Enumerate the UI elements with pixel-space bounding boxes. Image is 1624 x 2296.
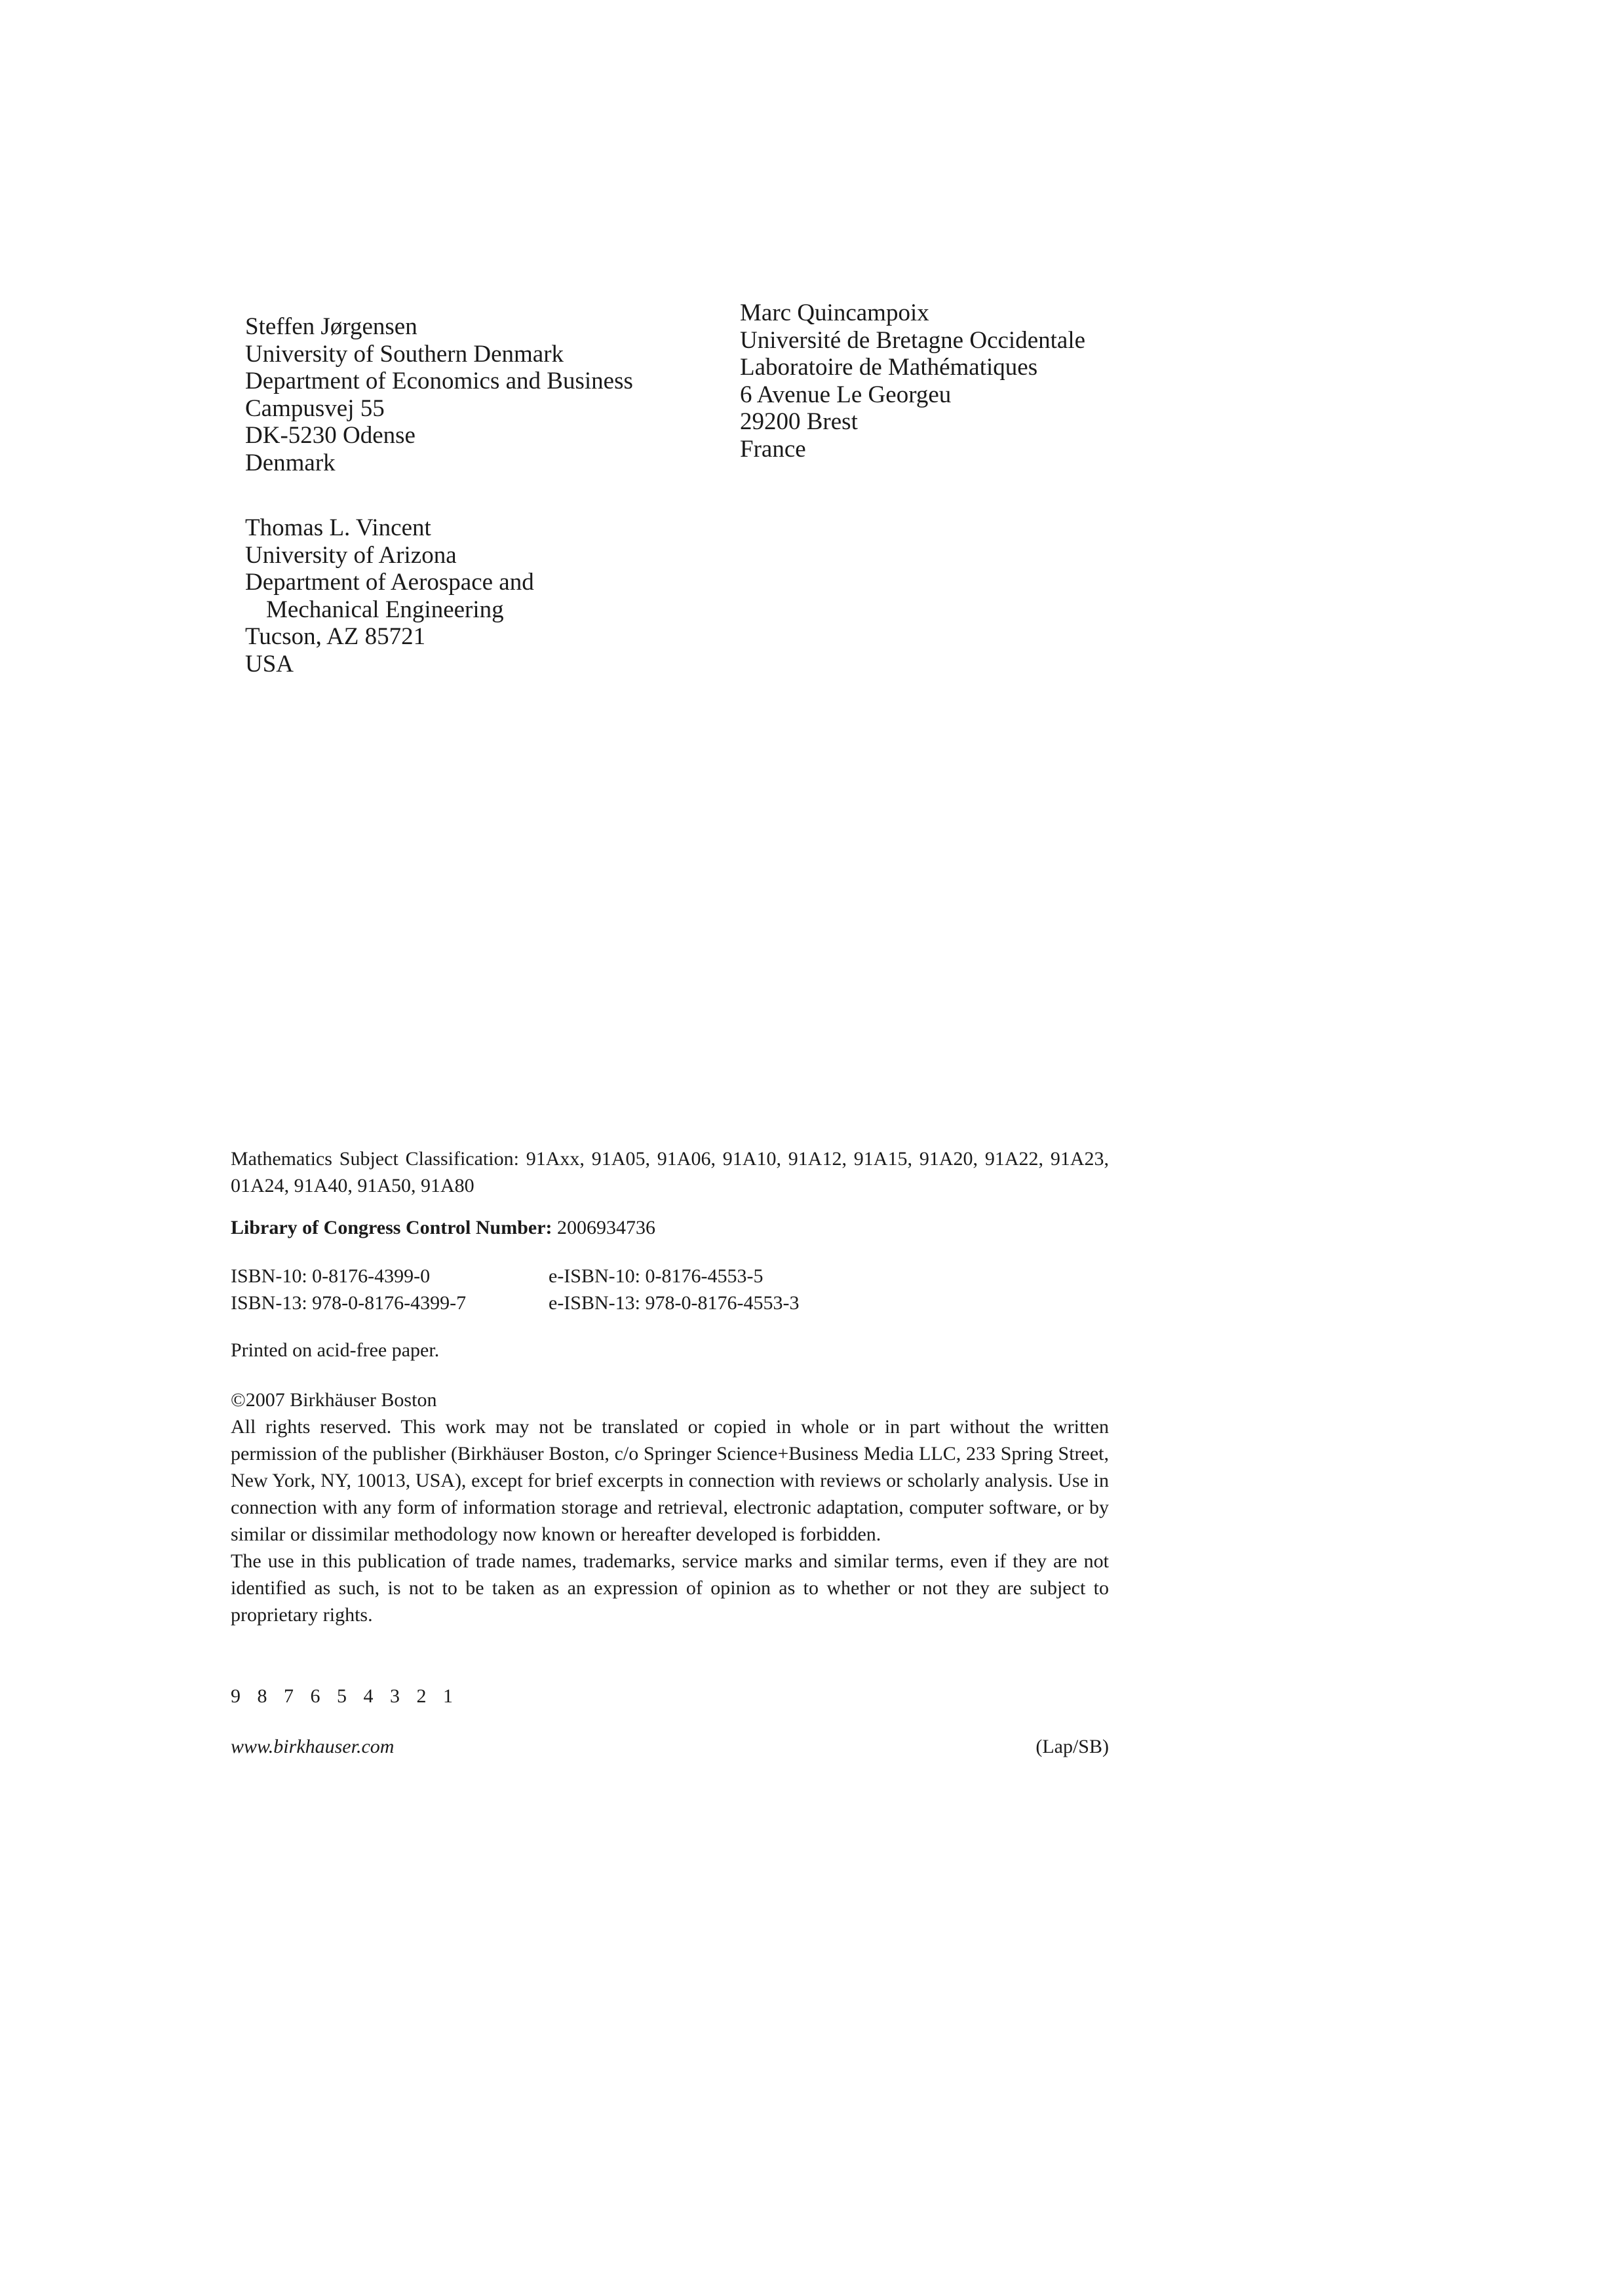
author-university: University of Arizona [245,541,457,569]
publisher-url[interactable]: www.birkhauser.com [231,1736,395,1757]
author-name: Steffen Jørgensen [245,313,417,340]
isbn-block [231,1263,1109,1316]
author-city: DK-5230 Odense [245,422,416,449]
author-department: Laboratoire de Mathématiques [740,354,1038,381]
copyright-line: ©2007 Birkhäuser Boston [231,1389,437,1411]
e-isbn-10: e-ISBN-10: 0-8176-4553-5 [549,1265,764,1287]
author-street: Campusvej 55 [245,394,385,422]
paper-note: Printed on acid-free paper. [231,1339,440,1361]
printer-code: (Lap/SB) [1035,1736,1109,1757]
address-quincampoix [740,299,1085,463]
author-name: Marc Quincampoix [740,299,929,326]
author-country: Denmark [245,449,336,476]
author-department: Department of Aerospace and [245,569,534,596]
author-name: Thomas L. Vincent [245,514,431,541]
e-isbn-13: e-ISBN-13: 978-0-8176-4553-3 [549,1292,800,1314]
author-country: France [740,435,806,463]
footer [231,1733,1109,1760]
copyright-block [231,1387,1109,1628]
author-city: 29200 Brest [740,408,858,435]
lccn-line [231,1214,1109,1241]
printing-line: 9 8 7 6 5 4 3 2 1 [231,1685,454,1707]
lccn-value: 2006934736 [557,1217,656,1238]
author-city: Tucson, AZ 85721 [245,623,426,650]
author-country: USA [245,650,294,678]
isbn-10: ISBN-10: 0-8176-4399-0 [231,1265,431,1287]
author-university: Université de Bretagne Occidentale [740,326,1086,354]
subject-classification: Mathematics Subject Classification: 91Axx, 91A05, 91A06, 91A10, 91A12, 91A15, 91A20, 91A22, 91A23, 01A24, 91A40, 91A50, 91A80 [231,1148,1109,1196]
author-department-continued: Mechanical Engineering [266,596,504,623]
address-jorgensen [245,313,633,476]
isbn-13: ISBN-13: 978-0-8176-4399-7 [231,1292,467,1314]
rights-statement: All rights reserved. This work may not be translated or copied in whole or in part without the written permission of the publisher (Birkhäuser Boston, c/o Springer Science+Business Media LLC, 233 Spring Street, New York, NY, 10013, USA), except for brief excerpts in connection with reviews or scholarly analysis. Use in connection with any form of information storage and retrieval, electronic adaptation, computer software, or by similar or dissimilar methodology now known or hereafter developed is forbidden. [231,1416,1109,1545]
author-department: Department of Economics and Business [245,368,633,394]
address-vincent [245,514,534,678]
trademark-statement: The use in this publication of trade names, trademarks, service marks and similar terms, even if they are not identified as such, is not to be taken as an expression of opinion as to whether or not they are subject to proprietary rights. [231,1550,1109,1626]
author-street: 6 Avenue Le Georgeu [740,381,952,408]
lccn-label: Library of Congress Control Number: [231,1217,552,1238]
author-university: University of Southern Denmark [245,340,564,368]
